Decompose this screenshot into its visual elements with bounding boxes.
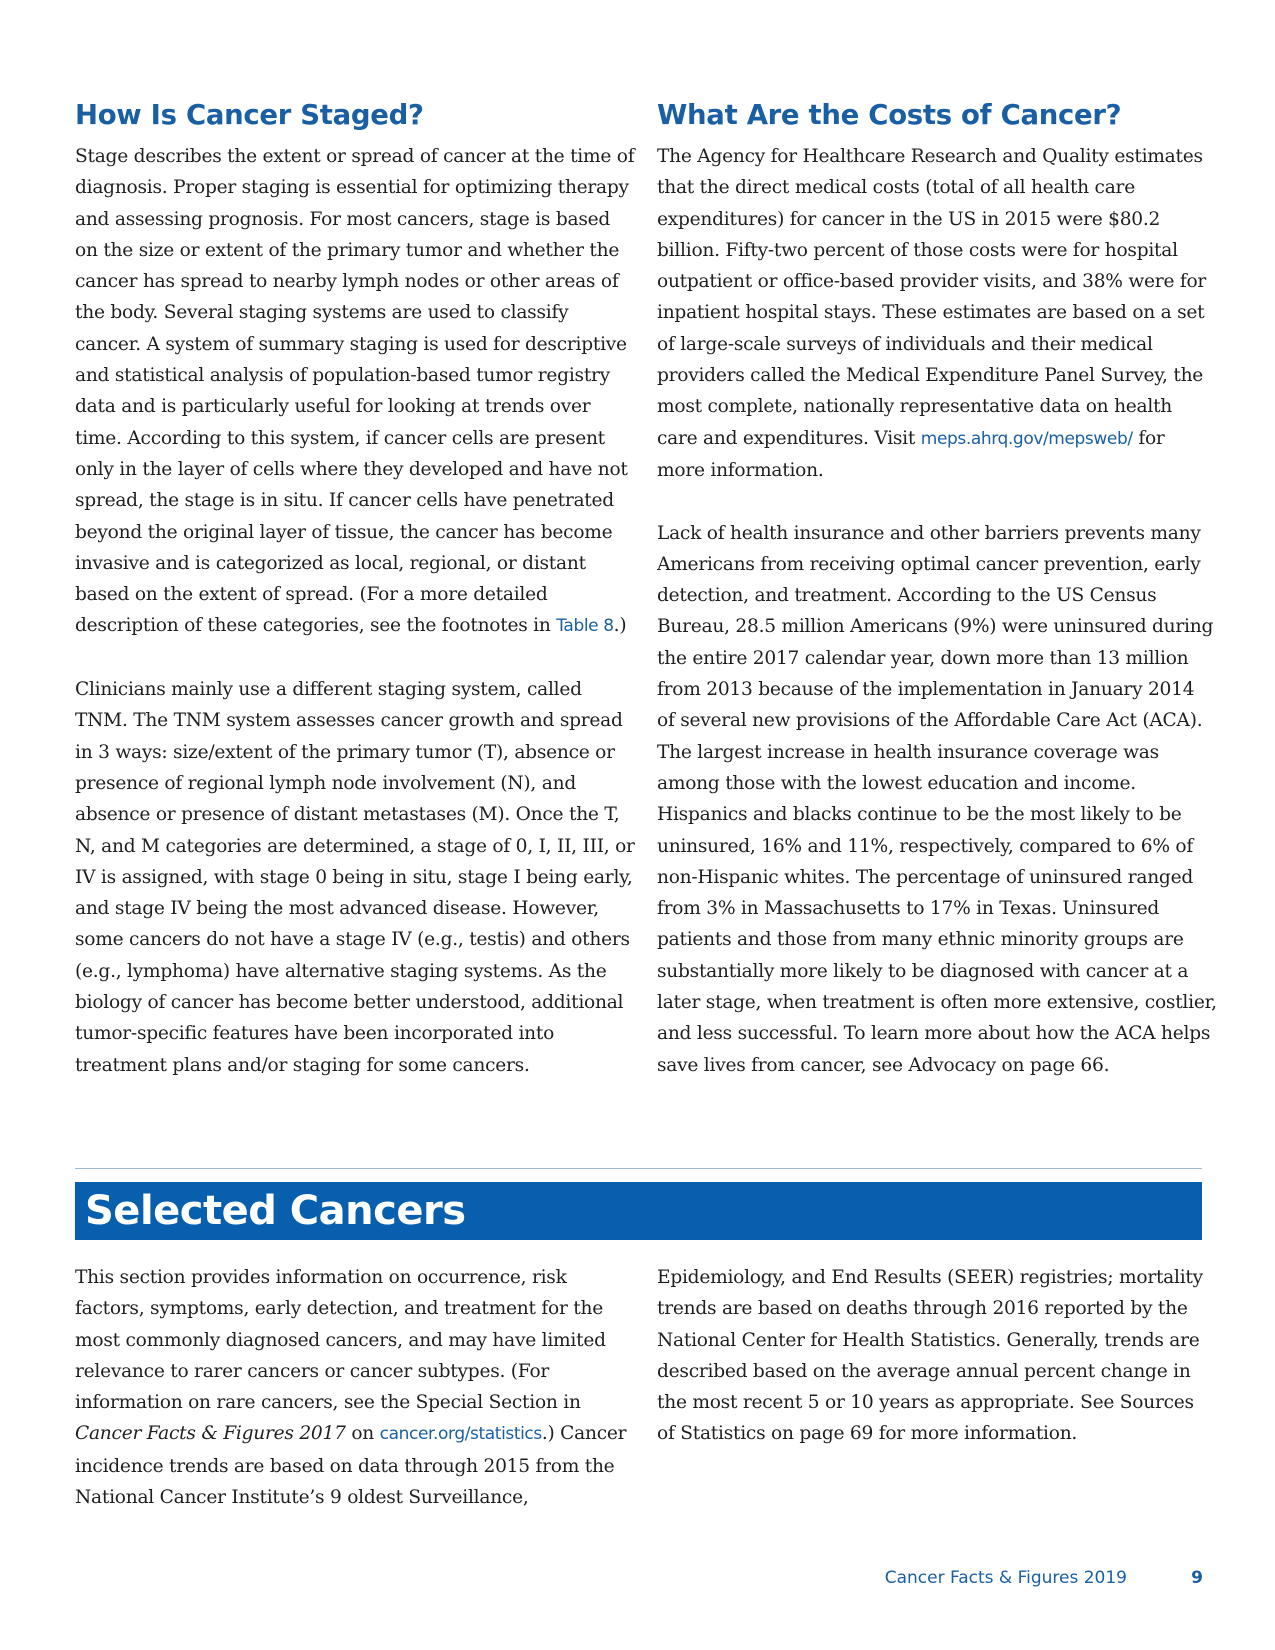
selected-left-column <box>75 1262 635 1513</box>
costs-paragraph-1 <box>657 141 1217 486</box>
page-number: 9 <box>1191 1568 1203 1588</box>
selected-cancers-title: Selected Cancers <box>85 1188 466 1234</box>
selected-right-paragraph: Epidemiology, and End Results (SEER) registries; mortality trends are based on deaths through 2016 reported by the National Center for Health Statistics. Generally, trends are described based on the average annual percent change in the most recent 5 or 10 years as appropriate. See Sources of Statistics on page 69 for more information. <box>657 1267 1203 1445</box>
selected-right-column <box>657 1262 1217 1450</box>
cancer-statistics-link[interactable]: cancer.org/statistics <box>379 1424 542 1445</box>
section-divider <box>75 1168 1202 1169</box>
meps-link[interactable]: meps.ahrq.gov/mepsweb/ <box>920 428 1133 449</box>
costs-paragraph-2: Lack of health insurance and other barriers prevents many Americans from receiving optimal cancer prevention, early detection, and treatment. According to the US Census Bureau, 28.5 million Americans (9%) were uninsured during the entire 2017 calendar year, down more than 13 million from 2013 because of the implementation in January 2014 of several new provisions of the Affordable Care Act (ACA). The largest increase in health insurance coverage was among those with the lowest education and income. Hispanics and blacks continue to be the most likely to be uninsured, 16% and 11%, respectively, compared to 6% of non-Hispanic whites. The percentage of uninsured ranged from 3% in Massachusetts to 17% in Texas. Uninsured patients and those from many ethnic minority groups are substantially more likely to be diagnosed with cancer at a later stage, when treatment is often more extensive, costlier, and less successful. To learn more about how the ACA helps save lives from cancer, see Advocacy on page 66. <box>657 522 1217 1076</box>
table-8-link[interactable]: Table 8 <box>556 616 614 637</box>
staging-paragraph-2: Clinicians mainly use a different staging system, called TNM. The TNM system assesses cancer growth and spread in 3 ways: size/extent of the primary tumor (T), absence or presence of regional lymph node involvement (N), and absence or presence of distant metastases (M). Once the T, N, and M categories are determined, a stage of 0, I, II, III, or IV is assigned, with stage 0 being in situ, stage I being early, and stage IV being the most advanced disease. However, some cancers do not have a stage IV (e.g., testis) and others (e.g., lymphoma) have alternative staging systems. As the biology of cancer has become better understood, additional tumor-specific features have been incorporated into treatment plans and/or staging for some cancers. <box>75 679 635 1076</box>
selected-cancers-banner <box>75 1182 1202 1240</box>
staging-paragraph-1 <box>75 141 635 643</box>
staging-heading: How Is Cancer Staged? <box>75 99 424 131</box>
costs-p1-end: for more information. <box>657 427 1165 481</box>
staging-section <box>75 95 635 1081</box>
publication-title: Cancer Facts & Figures 2017 <box>75 1423 346 1445</box>
selected-left-end: .) Cancer incidence trends are based on data through 2015 from the National Cancer Institute’s 9 oldest Surveillance, <box>75 1423 627 1509</box>
selected-left-on: on <box>345 1423 380 1445</box>
page-footer <box>0 1568 1203 1594</box>
selected-left-paragraph <box>75 1262 635 1513</box>
costs-section <box>657 95 1217 1081</box>
footer-publication-title: Cancer Facts & Figures 2019 <box>884 1568 1127 1588</box>
costs-p1-text: The Agency for Healthcare Research and Quality estimates that the direct medical costs (total of all health care expenditures) for cancer in the US in 2015 were $80.2 billion. Fifty-two percent of those costs were for hospital outpatient or office-based provider visits, and 38% were for inpatient hospital stays. These estimates are based on a set of large-scale surveys of individuals and their medical providers called the Medical Expenditure Panel Survey, the most complete, nationally representative data on health care and expenditures. Visit <box>657 146 1207 449</box>
selected-left-text: This section provides information on occurrence, risk factors, symptoms, early detection, and treatment for the most commonly diagnosed cancers, and may have limited relevance to rarer cancers or cancer subtypes. (For information on rare cancers, see the Special Section in <box>75 1267 606 1414</box>
costs-heading: What Are the Costs of Cancer? <box>657 99 1122 131</box>
staging-p1-text: Stage describes the extent or spread of cancer at the time of diagnosis. Proper staging is essential for optimizing therapy and assessing prognosis. For most cancers, stage is based on the size or extent of the primary tumor and whether the cancer has spread to nearby lymph nodes or other areas of the body. Several staging systems are used to classify cancer. A system of summary staging is used for descriptive and statistical analysis of population-based tumor registry data and is particularly useful for looking at trends over time. According to this system, if cancer cells are present only in the layer of cells where they developed and have not spread, the stage is in situ. If cancer cells have penetrated beyond the original layer of tissue, the cancer has become invasive and is categorized as local, regional, or distant based on the extent of spread. (For a more detailed description of these categories, see the footnotes in <box>75 146 635 637</box>
staging-p1-end: .) <box>613 615 627 637</box>
